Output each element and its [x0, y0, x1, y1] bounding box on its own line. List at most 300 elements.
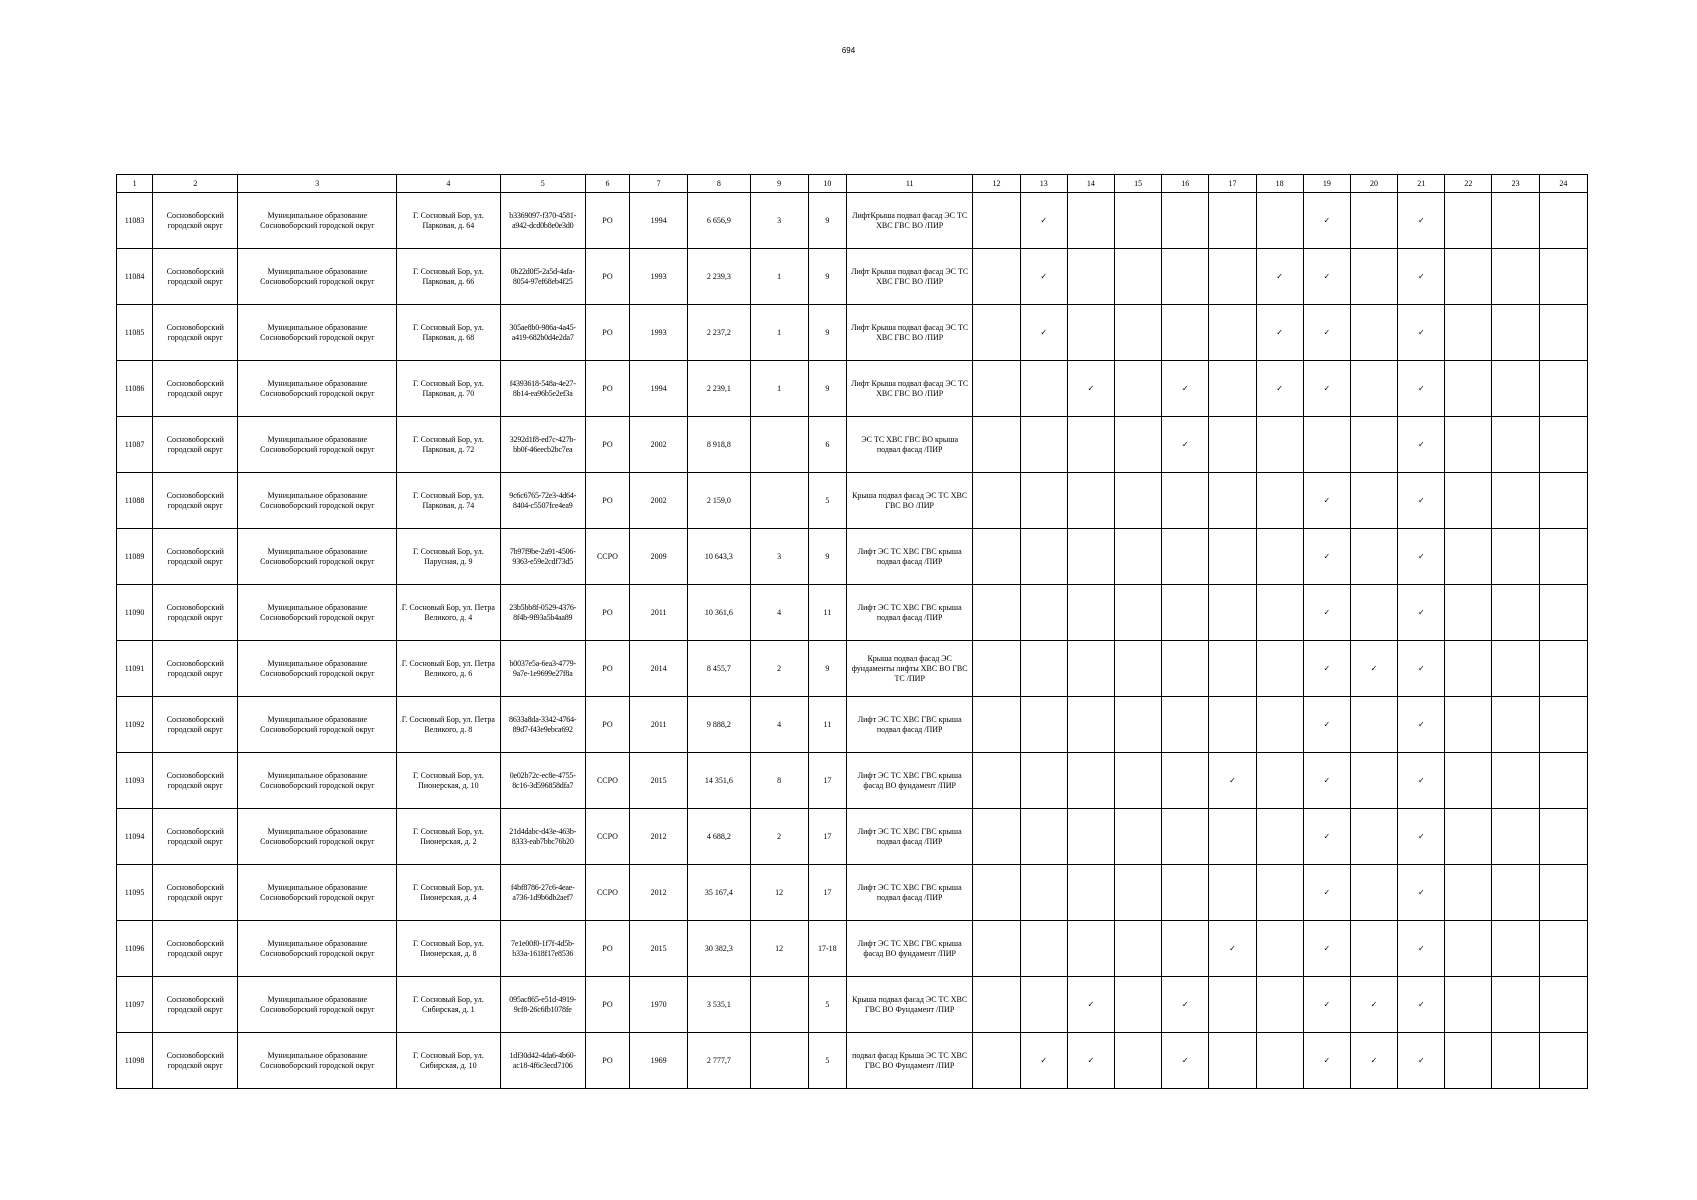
- check-mark-icon: ✓: [1398, 809, 1445, 865]
- address-cell: Г. Сосновый Бор, ул. Парковая, д. 66: [397, 249, 500, 305]
- empty-cell: [1492, 473, 1539, 529]
- table-row: [117, 641, 1588, 697]
- empty-cell: [1539, 585, 1587, 641]
- table-row: [117, 529, 1588, 585]
- check-mark-icon: ✓: [1303, 697, 1350, 753]
- empty-cell: [1492, 641, 1539, 697]
- guid-cell: 0e02b72c-ec8e-4755-8c16-3d596858dfa7: [500, 753, 585, 809]
- empty-cell: [1445, 641, 1492, 697]
- guid-cell: b3369097-f370-4581-a942-dcd0b8e0e3d0: [500, 193, 585, 249]
- check-mark-icon: ✓: [1303, 865, 1350, 921]
- empty-cell: [1445, 977, 1492, 1033]
- municipality-cell: Муниципальное образование Сосновоборский городской округ: [238, 585, 397, 641]
- floors-cell: 17: [808, 865, 846, 921]
- works-cell: Крыша подвал фасад ЭС фундаменты лифты ХВС ВО ГВС ТС /ПИР: [846, 641, 973, 697]
- guid-cell: 3292d1f8-ed7c-427b-bb0f-46eecb2bc7ea: [500, 417, 585, 473]
- record-number: 11093: [117, 753, 153, 809]
- check-mark-icon: ✓: [1209, 921, 1256, 977]
- empty-cell: [1445, 249, 1492, 305]
- check-mark-icon: ✓: [1256, 361, 1303, 417]
- empty-cell: [1020, 865, 1067, 921]
- check-mark-icon: ✓: [1020, 1033, 1067, 1089]
- empty-cell: [1162, 305, 1209, 361]
- column-header-18: 18: [1256, 175, 1303, 193]
- address-cell: Г. Сосновый Бор, ул. Парковая, д. 70: [397, 361, 500, 417]
- empty-cell: [1539, 921, 1587, 977]
- registry-table: [116, 174, 1588, 1089]
- year-cell: 1994: [630, 193, 688, 249]
- fund-type-cell: РО: [585, 697, 629, 753]
- check-mark-icon: ✓: [1398, 249, 1445, 305]
- empty-cell: [1209, 249, 1256, 305]
- col9-cell: 3: [750, 529, 808, 585]
- empty-cell: [1492, 1033, 1539, 1089]
- empty-cell: [1445, 865, 1492, 921]
- year-cell: 2014: [630, 641, 688, 697]
- empty-cell: [1350, 193, 1397, 249]
- empty-cell: [1492, 361, 1539, 417]
- address-cell: Г. Сосновый Бор, ул. Петра Великого, д. 6: [397, 641, 500, 697]
- empty-cell: [1209, 977, 1256, 1033]
- municipality-cell: Муниципальное образование Сосновоборский городской округ: [238, 305, 397, 361]
- empty-cell: [1350, 249, 1397, 305]
- empty-cell: [973, 809, 1020, 865]
- floors-cell: 5: [808, 1033, 846, 1089]
- empty-cell: [1114, 753, 1161, 809]
- area-cell: 9 888,2: [688, 697, 750, 753]
- empty-cell: [1445, 417, 1492, 473]
- empty-cell: [1067, 249, 1114, 305]
- empty-cell: [1020, 473, 1067, 529]
- address-cell: Г. Сосновый Бор, ул. Пионерская, д. 4: [397, 865, 500, 921]
- check-mark-icon: ✓: [1020, 249, 1067, 305]
- floors-cell: 5: [808, 977, 846, 1033]
- empty-cell: [1020, 809, 1067, 865]
- area-cell: 8 455,7: [688, 641, 750, 697]
- column-header-2: 2: [153, 175, 238, 193]
- floors-cell: 9: [808, 249, 846, 305]
- empty-cell: [1114, 641, 1161, 697]
- check-mark-icon: ✓: [1303, 473, 1350, 529]
- fund-type-cell: ССРО: [585, 865, 629, 921]
- works-cell: Лифт ЭС ТС ХВС ГВС крыша подвал фасад /ПИР: [846, 865, 973, 921]
- district-cell: Сосновоборский городской округ: [153, 977, 238, 1033]
- column-header-17: 17: [1209, 175, 1256, 193]
- area-cell: 8 918,8: [688, 417, 750, 473]
- record-number: 11084: [117, 249, 153, 305]
- record-number: 11083: [117, 193, 153, 249]
- table-row: [117, 809, 1588, 865]
- table-row: [117, 977, 1588, 1033]
- empty-cell: [1256, 977, 1303, 1033]
- guid-cell: 8633a8da-3342-4764-89d7-f43e9ebca692: [500, 697, 585, 753]
- empty-cell: [1350, 417, 1397, 473]
- fund-type-cell: РО: [585, 473, 629, 529]
- empty-cell: [1350, 809, 1397, 865]
- guid-cell: 095ac865-e51d-4919-9cf8-26c6fb1078fe: [500, 977, 585, 1033]
- check-mark-icon: ✓: [1067, 1033, 1114, 1089]
- empty-cell: [1114, 249, 1161, 305]
- empty-cell: [973, 417, 1020, 473]
- check-mark-icon: ✓: [1162, 361, 1209, 417]
- empty-cell: [1114, 193, 1161, 249]
- fund-type-cell: РО: [585, 977, 629, 1033]
- empty-cell: [973, 305, 1020, 361]
- district-cell: Сосновоборский городской округ: [153, 753, 238, 809]
- empty-cell: [1303, 417, 1350, 473]
- guid-cell: b0037e5a-6ea3-4779-9a7e-1e9699e27f8a: [500, 641, 585, 697]
- municipality-cell: Муниципальное образование Сосновоборский городской округ: [238, 473, 397, 529]
- empty-cell: [1350, 529, 1397, 585]
- empty-cell: [1445, 1033, 1492, 1089]
- col9-cell: 4: [750, 585, 808, 641]
- works-cell: Лифт Крыша подвал фасад ЭС ТС ХВС ГВС ВО /ПИР: [846, 249, 973, 305]
- empty-cell: [1492, 753, 1539, 809]
- works-cell: Лифт ЭС ТС ХВС ГВС крыша подвал фасад /ПИР: [846, 697, 973, 753]
- empty-cell: [1114, 361, 1161, 417]
- works-cell: Лифт ЭС ТС ХВС ГВС крыша подвал фасад /ПИР: [846, 809, 973, 865]
- empty-cell: [1350, 361, 1397, 417]
- floors-cell: 9: [808, 305, 846, 361]
- empty-cell: [1067, 193, 1114, 249]
- check-mark-icon: ✓: [1303, 193, 1350, 249]
- empty-cell: [1162, 753, 1209, 809]
- district-cell: Сосновоборский городской округ: [153, 361, 238, 417]
- col9-cell: 3: [750, 193, 808, 249]
- fund-type-cell: ССРО: [585, 753, 629, 809]
- empty-cell: [1209, 417, 1256, 473]
- area-cell: 2 159,0: [688, 473, 750, 529]
- guid-cell: 21d4dabc-d43e-463b-8333-eab7bbc76b20: [500, 809, 585, 865]
- empty-cell: [1114, 305, 1161, 361]
- empty-cell: [1492, 529, 1539, 585]
- guid-cell: 7e1e00f0-1f7f-4d5b-b33a-1618f17e8536: [500, 921, 585, 977]
- address-cell: Г. Сосновый Бор, ул. Сибирская, д. 10: [397, 1033, 500, 1089]
- empty-cell: [1539, 305, 1587, 361]
- empty-cell: [1445, 305, 1492, 361]
- column-header-8: 8: [688, 175, 750, 193]
- col9-cell: 8: [750, 753, 808, 809]
- record-number: 11098: [117, 1033, 153, 1089]
- works-cell: ЛифтКрыша подвал фасад ЭС ТС ХВС ГВС ВО /ПИР: [846, 193, 973, 249]
- empty-cell: [1114, 865, 1161, 921]
- municipality-cell: Муниципальное образование Сосновоборский городской округ: [238, 361, 397, 417]
- area-cell: 14 351,6: [688, 753, 750, 809]
- area-cell: 30 382,3: [688, 921, 750, 977]
- guid-cell: 305ae8b0-986a-4a45-a419-682b0d4e2da7: [500, 305, 585, 361]
- empty-cell: [1067, 697, 1114, 753]
- empty-cell: [1209, 809, 1256, 865]
- empty-cell: [1020, 697, 1067, 753]
- record-number: 11096: [117, 921, 153, 977]
- municipality-cell: Муниципальное образование Сосновоборский городской округ: [238, 193, 397, 249]
- empty-cell: [1067, 473, 1114, 529]
- year-cell: 1993: [630, 305, 688, 361]
- check-mark-icon: ✓: [1303, 529, 1350, 585]
- year-cell: 2012: [630, 809, 688, 865]
- district-cell: Сосновоборский городской округ: [153, 585, 238, 641]
- column-header-15: 15: [1114, 175, 1161, 193]
- empty-cell: [1162, 697, 1209, 753]
- check-mark-icon: ✓: [1350, 977, 1397, 1033]
- guid-cell: 9c6c6765-72e3-4d64-8404-c5507fce4ea9: [500, 473, 585, 529]
- check-mark-icon: ✓: [1256, 305, 1303, 361]
- empty-cell: [1020, 417, 1067, 473]
- check-mark-icon: ✓: [1398, 641, 1445, 697]
- table-row: [117, 585, 1588, 641]
- area-cell: 2 239,1: [688, 361, 750, 417]
- empty-cell: [1350, 473, 1397, 529]
- empty-cell: [1067, 641, 1114, 697]
- column-header-10: 10: [808, 175, 846, 193]
- column-header-9: 9: [750, 175, 808, 193]
- empty-cell: [973, 361, 1020, 417]
- municipality-cell: Муниципальное образование Сосновоборский городской округ: [238, 1033, 397, 1089]
- district-cell: Сосновоборский городской округ: [153, 305, 238, 361]
- works-cell: Крыша подвал фасад ЭС ТС ХВС ГВС ВО /ПИР: [846, 473, 973, 529]
- works-cell: Лифт ЭС ТС ХВС ГВС крыша фасад ВО фундамент /ПИР: [846, 753, 973, 809]
- column-header-13: 13: [1020, 175, 1067, 193]
- empty-cell: [1539, 417, 1587, 473]
- municipality-cell: Муниципальное образование Сосновоборский городской округ: [238, 641, 397, 697]
- record-number: 11089: [117, 529, 153, 585]
- check-mark-icon: ✓: [1398, 753, 1445, 809]
- col9-cell: [750, 473, 808, 529]
- fund-type-cell: ССРО: [585, 809, 629, 865]
- area-cell: 2 239,3: [688, 249, 750, 305]
- address-cell: Г. Сосновый Бор, ул. Пионерская, д. 10: [397, 753, 500, 809]
- area-cell: 2 777,7: [688, 1033, 750, 1089]
- empty-cell: [973, 585, 1020, 641]
- empty-cell: [1445, 809, 1492, 865]
- check-mark-icon: ✓: [1303, 249, 1350, 305]
- empty-cell: [1492, 809, 1539, 865]
- empty-cell: [1067, 529, 1114, 585]
- empty-cell: [1209, 473, 1256, 529]
- empty-cell: [1539, 697, 1587, 753]
- empty-cell: [1020, 977, 1067, 1033]
- floors-cell: 9: [808, 529, 846, 585]
- empty-cell: [1114, 697, 1161, 753]
- empty-cell: [1445, 529, 1492, 585]
- record-number: 11092: [117, 697, 153, 753]
- fund-type-cell: РО: [585, 585, 629, 641]
- empty-cell: [1350, 753, 1397, 809]
- column-header-23: 23: [1492, 175, 1539, 193]
- column-header-3: 3: [238, 175, 397, 193]
- floors-cell: 9: [808, 641, 846, 697]
- check-mark-icon: ✓: [1398, 1033, 1445, 1089]
- column-header-22: 22: [1445, 175, 1492, 193]
- empty-cell: [1162, 809, 1209, 865]
- fund-type-cell: РО: [585, 193, 629, 249]
- empty-cell: [973, 473, 1020, 529]
- guid-cell: 7b97f9be-2a91-4506-9363-e59e2cdf73d5: [500, 529, 585, 585]
- empty-cell: [1350, 921, 1397, 977]
- check-mark-icon: ✓: [1350, 641, 1397, 697]
- address-cell: Г. Сосновый Бор, ул. Парусная, д. 9: [397, 529, 500, 585]
- district-cell: Сосновоборский городской округ: [153, 921, 238, 977]
- year-cell: 2002: [630, 473, 688, 529]
- year-cell: 2011: [630, 697, 688, 753]
- empty-cell: [1539, 641, 1587, 697]
- col9-cell: 1: [750, 305, 808, 361]
- empty-cell: [1539, 977, 1587, 1033]
- col9-cell: [750, 1033, 808, 1089]
- col9-cell: 2: [750, 809, 808, 865]
- empty-cell: [1539, 249, 1587, 305]
- empty-cell: [1492, 865, 1539, 921]
- empty-cell: [1114, 473, 1161, 529]
- column-header-24: 24: [1539, 175, 1587, 193]
- area-cell: 10 643,3: [688, 529, 750, 585]
- floors-cell: 17-18: [808, 921, 846, 977]
- table-body: [117, 193, 1588, 1089]
- district-cell: Сосновоборский городской округ: [153, 641, 238, 697]
- empty-cell: [1162, 249, 1209, 305]
- empty-cell: [1162, 585, 1209, 641]
- column-header-20: 20: [1350, 175, 1397, 193]
- works-cell: ЭС ТС ХВС ГВС ВО крыша подвал фасад /ПИР: [846, 417, 973, 473]
- check-mark-icon: ✓: [1398, 417, 1445, 473]
- municipality-cell: Муниципальное образование Сосновоборский городской округ: [238, 417, 397, 473]
- year-cell: 1969: [630, 1033, 688, 1089]
- empty-cell: [973, 1033, 1020, 1089]
- year-cell: 1994: [630, 361, 688, 417]
- empty-cell: [1445, 753, 1492, 809]
- works-cell: подвал фасад Крыша ЭС ТС ХВС ГВС ВО Фундамент /ПИР: [846, 1033, 973, 1089]
- record-number: 11094: [117, 809, 153, 865]
- check-mark-icon: ✓: [1067, 977, 1114, 1033]
- floors-cell: 6: [808, 417, 846, 473]
- empty-cell: [1067, 753, 1114, 809]
- empty-cell: [1256, 809, 1303, 865]
- table-row: [117, 473, 1588, 529]
- area-cell: 4 688,2: [688, 809, 750, 865]
- district-cell: Сосновоборский городской округ: [153, 417, 238, 473]
- empty-cell: [1492, 305, 1539, 361]
- empty-cell: [1067, 305, 1114, 361]
- empty-cell: [1209, 697, 1256, 753]
- area-cell: 3 535,1: [688, 977, 750, 1033]
- municipality-cell: Муниципальное образование Сосновоборский городской округ: [238, 865, 397, 921]
- works-cell: Лифт ЭС ТС ХВС ГВС крыша фасад ВО фундамент /ПИР: [846, 921, 973, 977]
- check-mark-icon: ✓: [1020, 193, 1067, 249]
- floors-cell: 5: [808, 473, 846, 529]
- year-cell: 2012: [630, 865, 688, 921]
- check-mark-icon: ✓: [1350, 1033, 1397, 1089]
- district-cell: Сосновоборский городской округ: [153, 809, 238, 865]
- district-cell: Сосновоборский городской округ: [153, 1033, 238, 1089]
- municipality-cell: Муниципальное образование Сосновоборский городской округ: [238, 921, 397, 977]
- works-cell: Лифт Крыша подвал фасад ЭС ТС ХВС ГВС ВО /ПИР: [846, 305, 973, 361]
- table-row: [117, 753, 1588, 809]
- district-cell: Сосновоборский городской округ: [153, 865, 238, 921]
- fund-type-cell: РО: [585, 1033, 629, 1089]
- column-header-16: 16: [1162, 175, 1209, 193]
- check-mark-icon: ✓: [1398, 361, 1445, 417]
- address-cell: Г. Сосновый Бор, ул. Пионерская, д. 8: [397, 921, 500, 977]
- floors-cell: 17: [808, 753, 846, 809]
- col9-cell: 12: [750, 921, 808, 977]
- column-header-4: 4: [397, 175, 500, 193]
- empty-cell: [1539, 361, 1587, 417]
- empty-cell: [1162, 921, 1209, 977]
- address-cell: Г. Сосновый Бор, ул. Петра Великого, д. 8: [397, 697, 500, 753]
- address-cell: Г. Сосновый Бор, ул. Парковая, д. 74: [397, 473, 500, 529]
- empty-cell: [973, 921, 1020, 977]
- check-mark-icon: ✓: [1303, 361, 1350, 417]
- year-cell: 2011: [630, 585, 688, 641]
- check-mark-icon: ✓: [1398, 585, 1445, 641]
- municipality-cell: Муниципальное образование Сосновоборский городской округ: [238, 697, 397, 753]
- address-cell: Г. Сосновый Бор, ул. Пионерская, д. 2: [397, 809, 500, 865]
- empty-cell: [1350, 585, 1397, 641]
- empty-cell: [1020, 641, 1067, 697]
- check-mark-icon: ✓: [1303, 641, 1350, 697]
- year-cell: 1993: [630, 249, 688, 305]
- address-cell: Г. Сосновый Бор, ул. Петра Великого, д. 4: [397, 585, 500, 641]
- table-row: [117, 921, 1588, 977]
- check-mark-icon: ✓: [1398, 473, 1445, 529]
- area-cell: 10 361,6: [688, 585, 750, 641]
- municipality-cell: Муниципальное образование Сосновоборский городской округ: [238, 249, 397, 305]
- empty-cell: [1539, 529, 1587, 585]
- empty-cell: [1256, 529, 1303, 585]
- check-mark-icon: ✓: [1303, 977, 1350, 1033]
- empty-cell: [1256, 473, 1303, 529]
- table-row: [117, 417, 1588, 473]
- check-mark-icon: ✓: [1067, 361, 1114, 417]
- record-number: 11091: [117, 641, 153, 697]
- empty-cell: [1539, 1033, 1587, 1089]
- guid-cell: 23b5bb8f-0529-4376-8f4b-9f93a5b4aa89: [500, 585, 585, 641]
- table-row: [117, 865, 1588, 921]
- empty-cell: [1114, 585, 1161, 641]
- check-mark-icon: ✓: [1303, 585, 1350, 641]
- empty-cell: [1350, 865, 1397, 921]
- empty-cell: [1114, 529, 1161, 585]
- empty-cell: [973, 641, 1020, 697]
- empty-cell: [1256, 921, 1303, 977]
- floors-cell: 17: [808, 809, 846, 865]
- empty-cell: [1539, 753, 1587, 809]
- empty-cell: [1256, 585, 1303, 641]
- column-header-11: 11: [846, 175, 973, 193]
- year-cell: 1970: [630, 977, 688, 1033]
- address-cell: Г. Сосновый Бор, ул. Парковая, д. 68: [397, 305, 500, 361]
- empty-cell: [1539, 193, 1587, 249]
- empty-cell: [1114, 921, 1161, 977]
- empty-cell: [1445, 193, 1492, 249]
- empty-cell: [1209, 1033, 1256, 1089]
- check-mark-icon: ✓: [1398, 865, 1445, 921]
- empty-cell: [1492, 193, 1539, 249]
- works-cell: Лифт ЭС ТС ХВС ГВС крыша подвал фасад /ПИР: [846, 529, 973, 585]
- check-mark-icon: ✓: [1398, 305, 1445, 361]
- year-cell: 2009: [630, 529, 688, 585]
- address-cell: Г. Сосновый Бор, ул. Сибирская, д. 1: [397, 977, 500, 1033]
- check-mark-icon: ✓: [1256, 249, 1303, 305]
- empty-cell: [1209, 641, 1256, 697]
- year-cell: 2015: [630, 921, 688, 977]
- empty-cell: [1256, 641, 1303, 697]
- area-cell: 6 656,9: [688, 193, 750, 249]
- page-number: 694: [841, 46, 856, 55]
- empty-cell: [1256, 193, 1303, 249]
- record-number: 11090: [117, 585, 153, 641]
- header-row: [117, 175, 1588, 193]
